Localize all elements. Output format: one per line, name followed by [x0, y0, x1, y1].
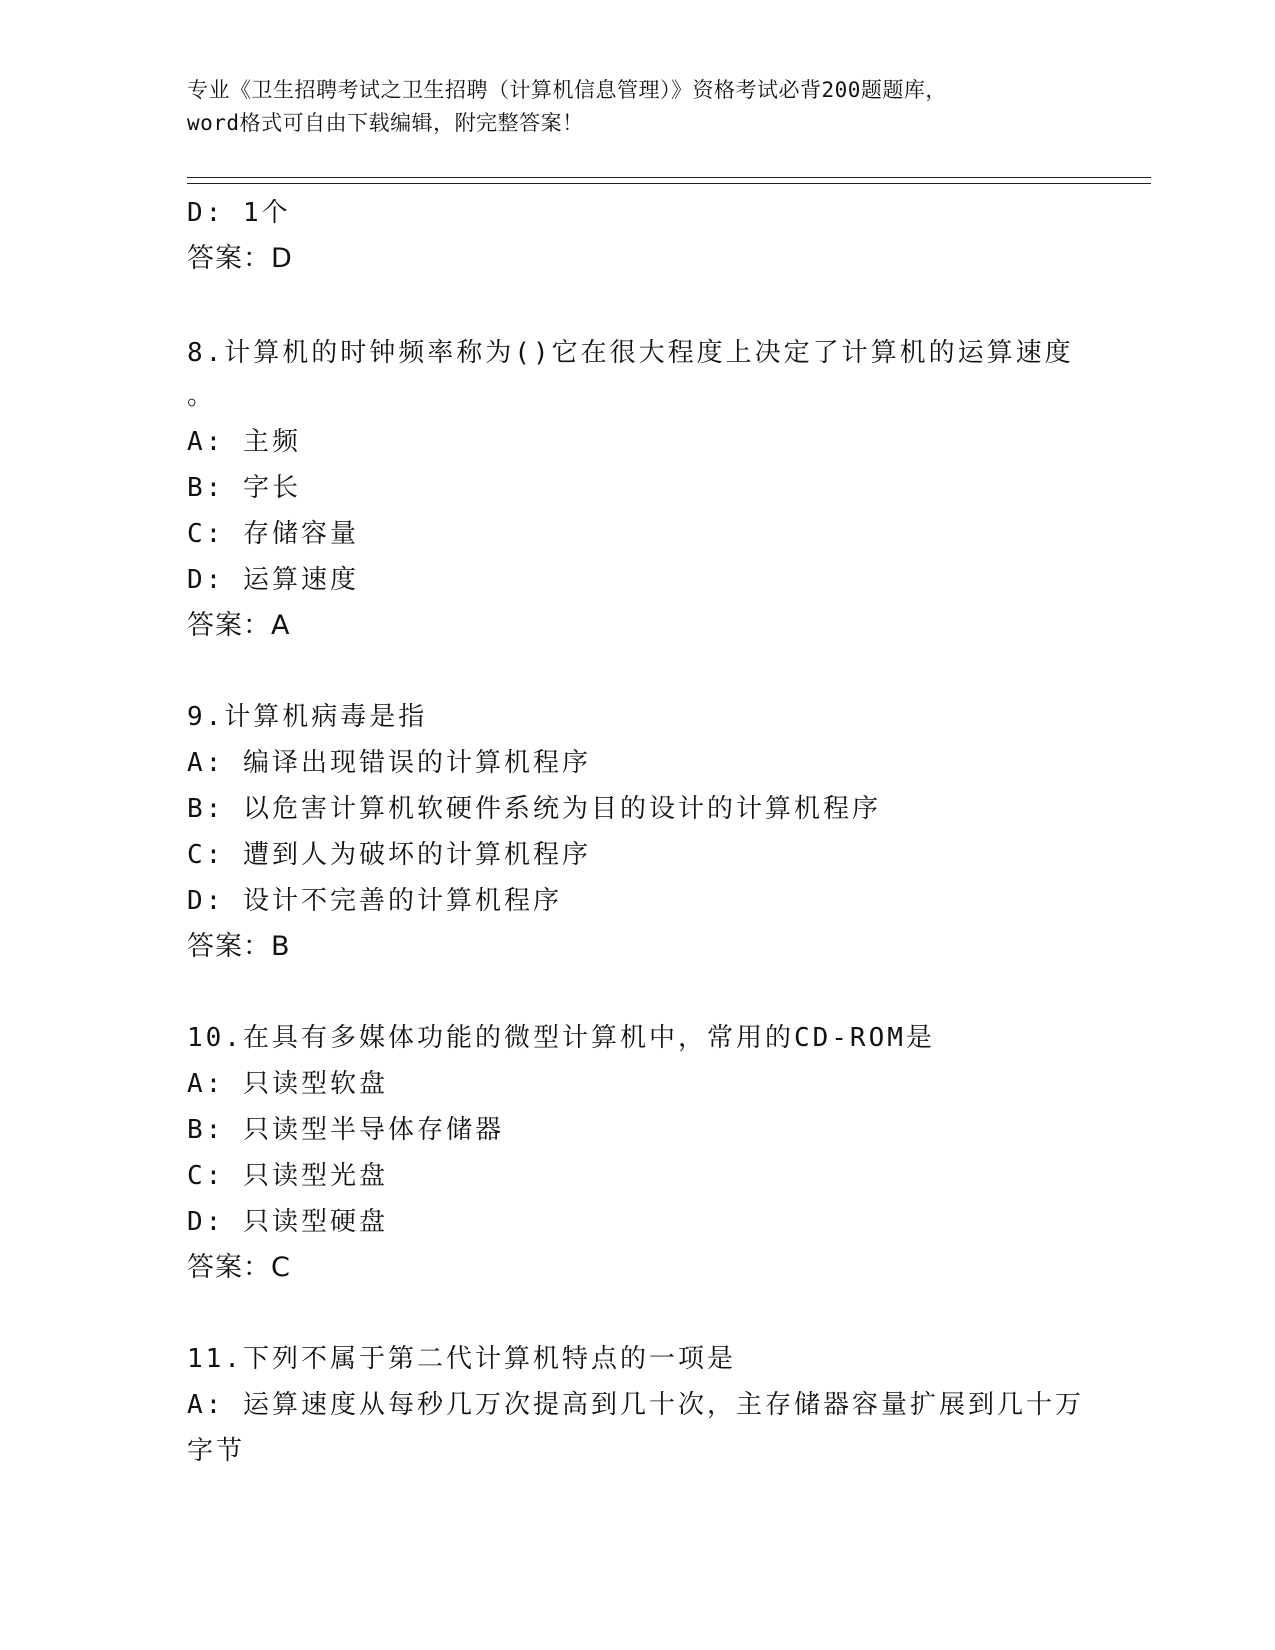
question-stem: 9.计算机病毒是指 [187, 702, 428, 732]
question-block [187, 1015, 1087, 1291]
option-d: D: 只读型硬盘 [187, 1207, 388, 1237]
option-a: A: 编译出现错误的计算机程序 [187, 748, 591, 778]
option-d: D: 设计不完善的计算机程序 [187, 886, 562, 916]
question-stem-continuation: 。 [187, 381, 217, 411]
spacer [187, 649, 1087, 694]
option-a: A: 只读型软盘 [187, 1069, 388, 1099]
option-c: C: 遭到人为破坏的计算机程序 [187, 840, 591, 870]
answer-line: 答案：B [187, 931, 291, 962]
question-block [187, 694, 1087, 970]
header-divider-bottom [187, 183, 1151, 184]
answer-line: 答案：D [187, 243, 293, 274]
question-block [187, 1336, 1087, 1474]
option-b: B: 字长 [187, 473, 301, 503]
question-stem: 11.下列不属于第二代计算机特点的一项是 [187, 1344, 736, 1374]
option-a: A: 主频 [187, 427, 301, 457]
spacer [187, 1291, 1087, 1336]
option-b: B: 只读型半导体存储器 [187, 1115, 504, 1145]
question-stem: 8.计算机的时钟频率称为()它在很大程度上决定了计算机的运算速度 [187, 338, 1074, 368]
option-d: D: 运算速度 [187, 565, 359, 595]
option-a: A: 运算速度从每秒几万次提高到几十次，主存储器容量扩展到几十万 [187, 1390, 1084, 1420]
option-d: D: 1个 [187, 198, 291, 228]
answer-line: 答案：C [187, 1252, 291, 1283]
question-list [187, 190, 1087, 1474]
option-a-continuation: 字节 [187, 1436, 246, 1466]
option-c: C: 存储容量 [187, 519, 359, 549]
header-title-line-2: word格式可自由下载编辑，附完整答案！ [187, 111, 584, 135]
header-divider-top [187, 177, 1151, 178]
spacer [187, 282, 1087, 327]
document-header [187, 74, 1087, 140]
header-title-line-1: 专业《卫生招聘考试之卫生招聘（计算机信息管理）》资格考试必背200题题库， [187, 78, 947, 102]
option-b: B: 以危害计算机软硬件系统为目的设计的计算机程序 [187, 794, 881, 824]
spacer [187, 970, 1087, 1015]
question-stem: 10.在具有多媒体功能的微型计算机中，常用的CD-ROM是 [187, 1023, 935, 1053]
answer-line: 答案：A [187, 610, 291, 641]
option-c: C: 只读型光盘 [187, 1161, 388, 1191]
question-block [187, 327, 1087, 649]
